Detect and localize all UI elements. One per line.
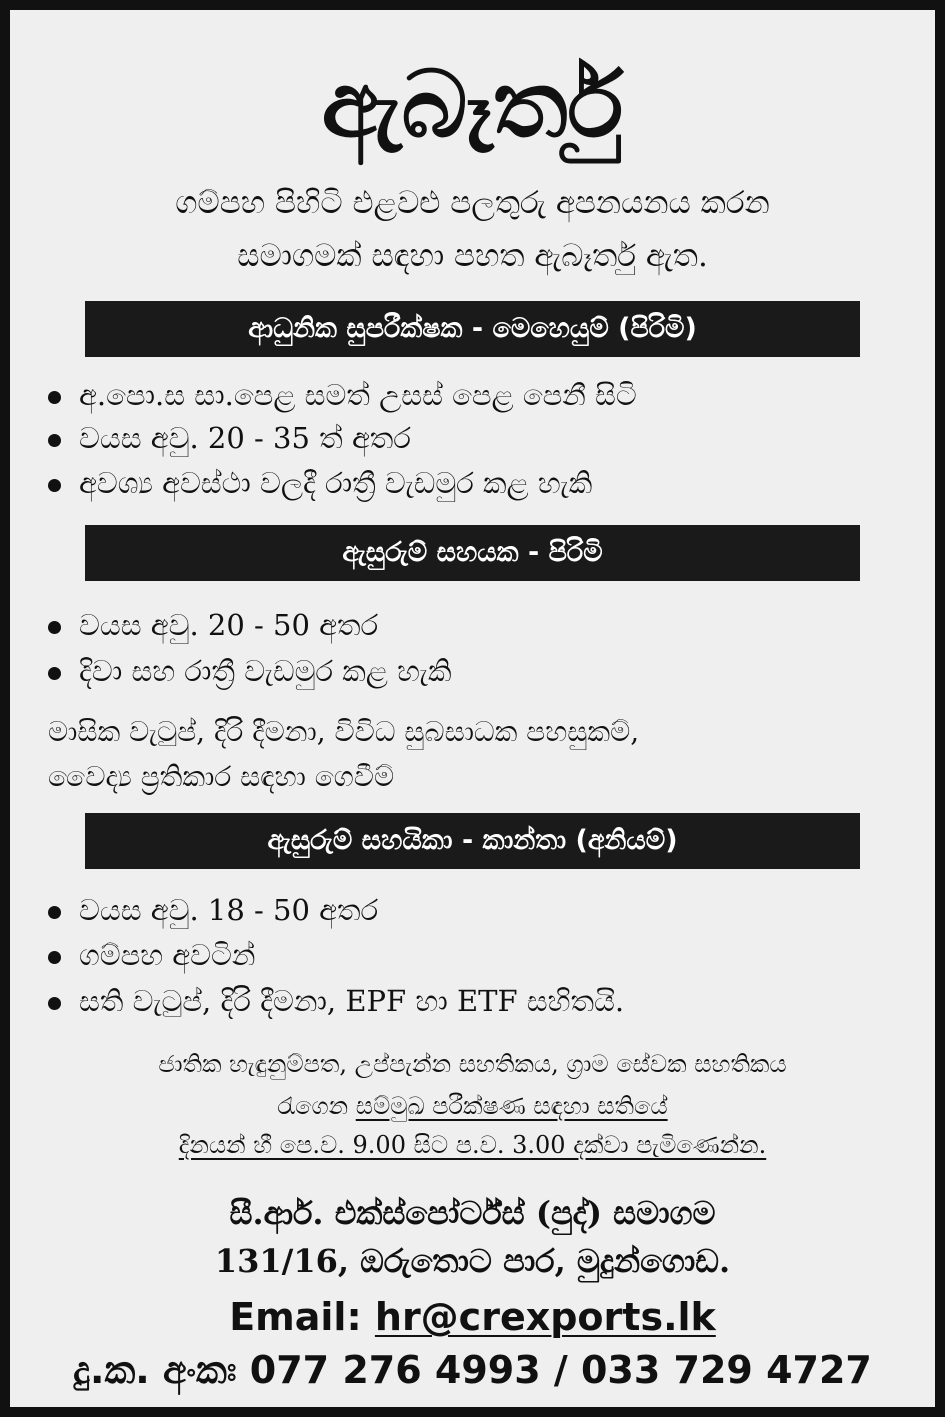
- company-name: සී.ආර්. එක්ස්පෝර්ට්ස් (පුද්) සමාගම: [229, 1194, 716, 1232]
- bullet-item: [48, 378, 637, 413]
- documents-prefix: රැගෙන: [277, 1092, 356, 1120]
- bullet-text: අවශ්‍ය අවස්ථා වලදී රාත්‍රී වැඩමුර කළ හැකි: [79, 466, 593, 500]
- bullet-dot-icon: [48, 951, 61, 964]
- bullet-item: [48, 466, 592, 501]
- phone-label: දු.ක. අංකඃ: [73, 1348, 250, 1392]
- bullet-item: [48, 421, 411, 456]
- bullet-text: වයස අවු. 20 - 35 ත් අතර: [79, 421, 411, 455]
- bullet-text: දිවා සහ රාත්‍රී වැඩමුර කළ හැකි: [79, 654, 452, 688]
- email-label: Email:: [229, 1295, 375, 1339]
- bullet-item: [48, 608, 378, 643]
- bullet-dot-icon: [48, 621, 61, 634]
- bullet-dot-icon: [48, 479, 61, 492]
- bullet-text: ගම්පහ අවටින්: [79, 938, 256, 972]
- bullet-item: [48, 938, 255, 973]
- bullet-text: වයස අවු. 18 - 50 අතර: [79, 893, 379, 927]
- interview-time: දිනයන් හී පෙ.ව. 9.00 සිට ප.ව. 3.00 දක්වා පැමිණෙන්න.: [178, 1131, 767, 1159]
- bullet-dot-icon: [48, 391, 61, 404]
- phone-numbers: 077 276 4993 / 033 729 4727: [249, 1348, 872, 1392]
- intro-line-2: සමාගමක් සඳහා පහත ඇබෑර්තු ඇත.: [237, 238, 708, 274]
- intro-line-1: ගම්පහ පිහිටි එළවළු පලතුරු අපනයනය කරන: [175, 185, 770, 221]
- benefits-line-2: වෛද්‍ය ප්‍රතිකාර සඳහා ගෙවීම්: [48, 760, 395, 793]
- bullet-text: වයස අවු. 20 - 50 අතර: [79, 608, 379, 642]
- bullet-item: [48, 984, 624, 1019]
- phone-line: [0, 1348, 945, 1393]
- section-heading-packing-assistant-male: ඇසුරුම් සහයක - පිරිමි: [85, 525, 860, 581]
- bullet-dot-icon: [48, 667, 61, 680]
- email-link[interactable]: hr@crexports.lk: [374, 1295, 716, 1339]
- company-address: 131/16, ඔරුතොට පාර, මුදුන්ගොඩ.: [214, 1242, 731, 1280]
- interview-text: සම්මුඛ පරීක්ෂණ සඳහා සතියේ: [355, 1092, 668, 1120]
- section-heading-trainee-supervisor: ආධුනික සුපරීක්ෂක - මෙහෙයුම් (පිරිමි): [85, 301, 860, 357]
- bullet-dot-icon: [48, 997, 61, 1010]
- benefits-line-1: මාසික වැටුප්, දිරි දීමනා, විවිධ සුබසාධක පහසුකම්,: [48, 715, 640, 748]
- bullet-text: සති වැටුප්, දිරි දීමනා, EPF හා ETF සහිතයි.: [79, 984, 625, 1018]
- bullet-text: අ.පො.ස සා.පෙළ සමත් උසස් පෙළ පෙනී සිටි: [79, 378, 637, 412]
- bullet-item: [48, 654, 452, 689]
- bullet-dot-icon: [48, 906, 61, 919]
- documents-line-1: ජාතික හැඳුනුම්පත, උප්පැන්න සහතිකය, ග්‍රාම සේවක සහතිකය: [158, 1050, 787, 1078]
- documents-line-2: [0, 1092, 945, 1120]
- ad-title: ඇබෑර්තු: [321, 50, 624, 158]
- email-line: [0, 1295, 945, 1339]
- bullet-dot-icon: [48, 434, 61, 447]
- bullet-item: [48, 893, 378, 928]
- section-heading-packing-assistant-female: ඇසුරුම් සහයිකා - කාන්තා (අනියම්): [85, 813, 860, 869]
